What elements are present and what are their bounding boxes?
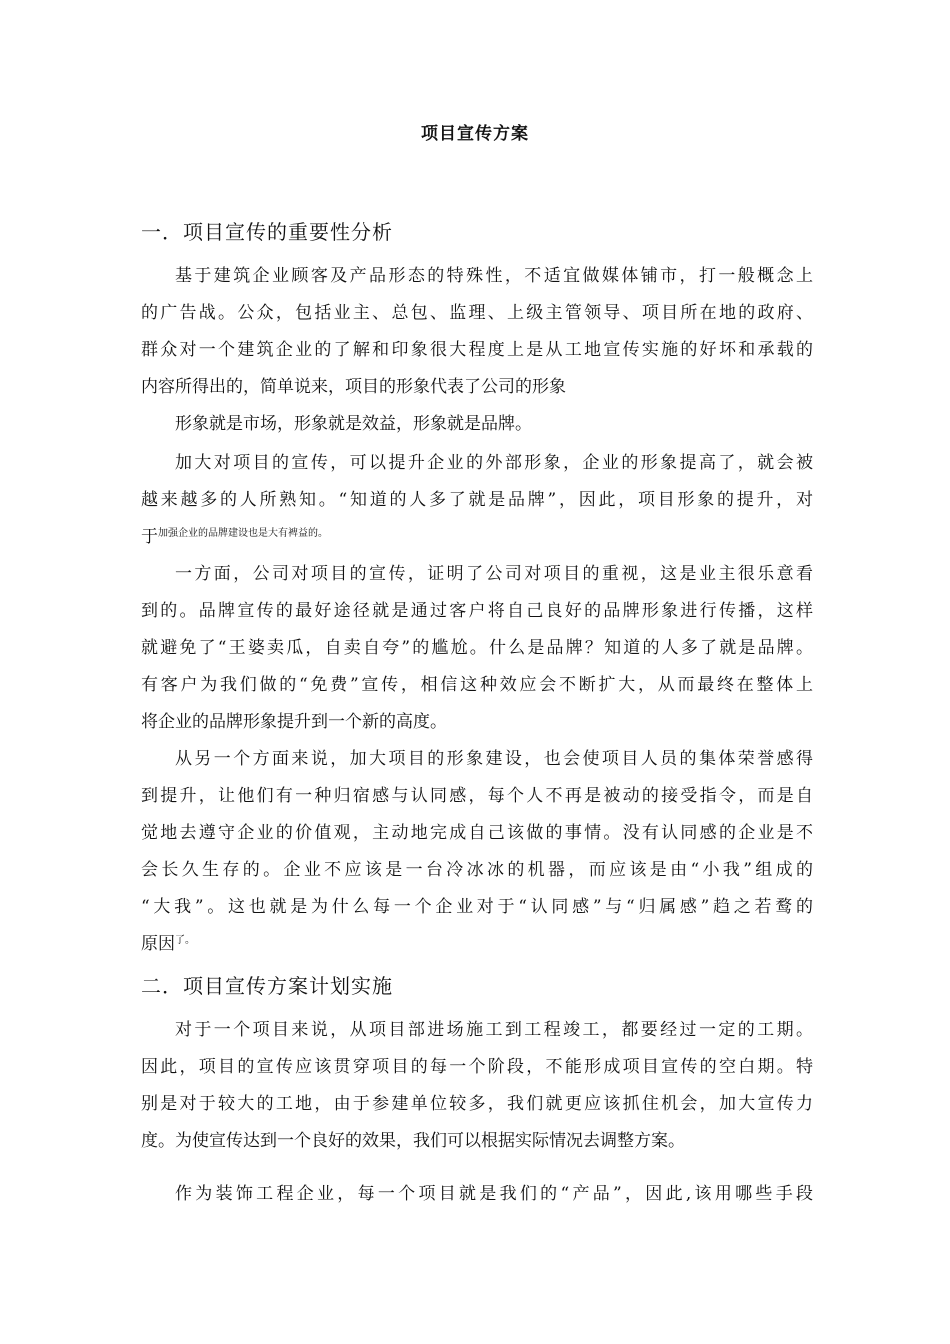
paragraph-importance-4 — [141, 556, 813, 741]
text-line: 会长久生存的。企业不应该是一台冷冰冰的机器，而应该是由“小我”组成的 — [141, 860, 813, 880]
text-line: 的广告战。公众，包括业主、总包、监理、上级主管领导、项目所在地的政府、 — [141, 303, 813, 323]
text-line: 因此，项目的宣传应该贯穿项目的每一个阶段，不能形成项目宣传的空白期。特 — [141, 1057, 813, 1077]
paragraph-importance-1 — [141, 258, 813, 406]
text-line: “大我”。这也就是为什么每一个企业对于“认同感”与“归属感”趋之若鹜的 — [141, 897, 813, 917]
text-line: 越来越多的人所熟知。“知道的人多了就是品牌”，因此，项目形象的提升，对 — [141, 490, 813, 510]
text-line: 别是对于较大的工地，由于参建单位较多，我们就更应该抓住机会，加大宣传力 — [141, 1094, 813, 1114]
section-heading-2: 二．项目宣传方案计划实施 — [141, 974, 393, 998]
paragraph-importance-2 — [141, 406, 813, 443]
text-fragment: 原因 — [141, 934, 175, 954]
text-line: 加大对项目的宣传，可以提升企业的外部形象，企业的形象提高了，就会被 — [175, 453, 813, 473]
text-line: 有客户为我们做的“免费”宣传，相信这种效应会不断扩大，从而最终在整体上 — [141, 675, 813, 695]
text-fragment: 于 — [141, 527, 158, 547]
text-line: 内容所得出的，简单说来，项目的形象代表了公司的形象 — [141, 377, 566, 397]
text-line: 形象就是市场，形象就是效益，形象就是品牌。 — [175, 414, 532, 434]
paragraph-plan-2 — [141, 1176, 813, 1213]
document-title: 项目宣传方案 — [421, 124, 529, 144]
text-line: 将企业的品牌形象提升到一个新的高度。 — [141, 712, 447, 732]
paragraph-plan-1 — [141, 1012, 813, 1160]
text-line: 度。为使宣传达到一个良好的效果，我们可以根据实际情况去调整方案。 — [141, 1131, 685, 1151]
text-line: 对于一个项目来说，从项目部进场施工到工程竣工，都要经过一定的工期。 — [175, 1020, 813, 1040]
small-text-fragment: 加强企业的品牌建设也是大有裨益的。 — [158, 528, 328, 539]
text-line: 一方面，公司对项目的宣传，证明了公司对项目的重视，这是业主很乐意看 — [175, 564, 813, 584]
small-text-fragment: 了。 — [175, 935, 195, 946]
section-heading-1: 一．项目宣传的重要性分析 — [141, 220, 393, 244]
text-line-mixed — [141, 926, 813, 963]
text-line-mixed — [141, 519, 813, 556]
text-line: 群众对一个建筑企业的了解和印象很大程度上是从工地宣传实施的好坏和承载的 — [141, 340, 813, 360]
text-line: 作为装饰工程企业，每一个项目就是我们的“产品”，因此,该用哪些手段 — [175, 1184, 813, 1204]
text-line: 从另一个方面来说，加大项目的形象建设，也会使项目人员的集体荣誉感得 — [175, 749, 813, 769]
text-line: 到的。品牌宣传的最好途径就是通过客户将自己良好的品牌形象进行传播，这样 — [141, 601, 813, 621]
paragraph-importance-3 — [141, 445, 813, 556]
paragraph-importance-5 — [141, 741, 813, 963]
text-line: 就避免了“王婆卖瓜，自卖自夸”的尴尬。什么是品牌？知道的人多了就是品牌。 — [141, 638, 813, 658]
text-line: 到提升，让他们有一种归宿感与认同感，每个人不再是被动的接受指令，而是自 — [141, 786, 813, 806]
text-line: 觉地去遵守企业的价值观，主动地完成自己该做的事情。没有认同感的企业是不 — [141, 823, 813, 843]
text-line: 基于建筑企业顾客及产品形态的特殊性，不适宜做媒体铺市，打一般概念上 — [175, 266, 813, 286]
